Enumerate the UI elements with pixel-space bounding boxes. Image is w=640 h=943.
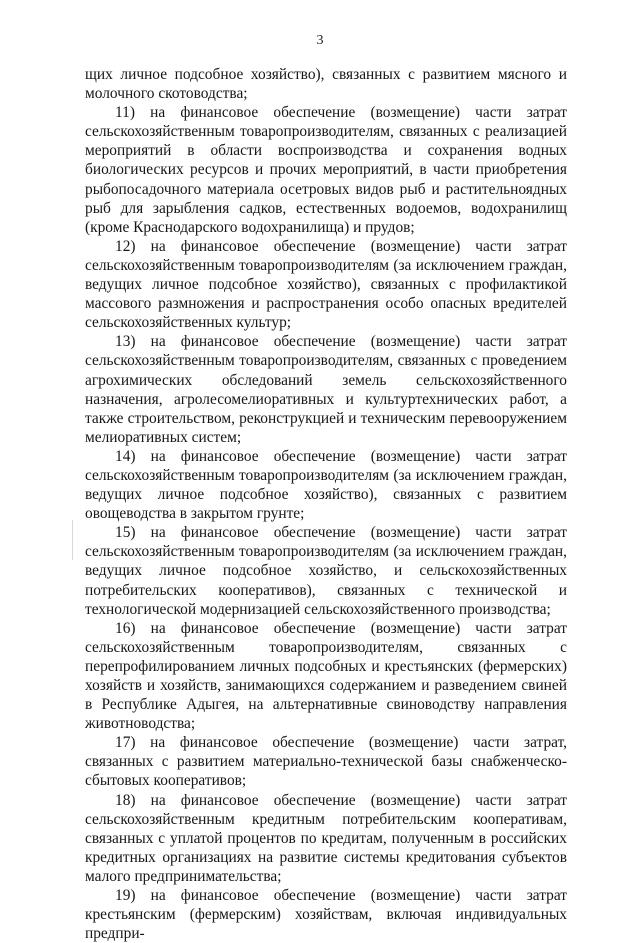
paragraph-item-18: 18) на финансовое обеспечение (возмещение) части затрат сельскохозяйственным кредитным потребительским кооперативам, связанных с уплатой процентов по кредитам, полученным в российских кредитных организациях на развитие системы кредитования субъектов малого предпринимательства;	[85, 791, 567, 885]
paragraph-item-12: 12) на финансовое обеспечение (возмещение) части затрат сельскохозяйственным товаропроизводителям (за исключением граждан, ведущих личное подсобное хозяйство), связанных с профилактикой массового размножения и распространения особо опасных вредителей сельскохозяйственных культур;	[85, 237, 567, 332]
paragraph-item-16: 16) на финансовое обеспечение (возмещение) части затрат сельскохозяйственным товаропроизводителям, связанных с перепрофилированием личных подсобных и крестьянских (фермерских) хозяйств и хозяйств, занимающихся содержанием и разведением свиней в Республике Адыгея, на альтернативные свиноводству направления животноводства;	[85, 619, 567, 733]
paragraph-item-13: 13) на финансовое обеспечение (возмещение) части затрат сельскохозяйственным товаропроизводителям, связанных с проведением агрохимических обследований земель сельскохозяйственного назначения, агролесомелиоративных и культуртехнических работ, а также строительством, реконструкцией и техническим перевооружением мелиоративных систем;	[85, 333, 567, 446]
body-text	[85, 65, 567, 943]
paragraph-item-19: 19) на финансовое обеспечение (возмещение) части затрат крестьянским (фермерским) хозяйствам, включая индивидуальных предпри-	[85, 887, 567, 943]
paragraph-item-15: 15) на финансовое обеспечение (возмещение) части затрат сельскохозяйственным товаропроизводителям (за исключением граждан, ведущих личное подсобное хозяйство, и сельскохозяйственных потребительских кооперативов), связанных с технической и технологической модернизацией сельскохозяйственного производства;	[85, 524, 567, 618]
margin-mark	[72, 520, 73, 560]
paragraph-item-11: 11) на финансовое обеспечение (возмещение) части затрат сельскохозяйственным товаропроизводителям, связанных с реализацией мероприятий в области воспроизводства и сохранения водных биологических ресурсов и прочих мероприятий, в части приобретения рыбопосадочного материала осетровых видов рыб и растительноядных рыб для зарыбления садков, естественных водоемов, водохранилищ (кроме Краснодарского водохранилища) и прудов;	[85, 104, 567, 236]
page-number: 3	[316, 33, 324, 48]
paragraph-continuation: щих личное подсобное хозяйство), связанных с развитием мясного и молочного скотоводства;	[85, 66, 567, 103]
paragraph-item-14: 14) на финансовое обеспечение (возмещение) части затрат сельскохозяйственным товаропроизводителям (за исключением граждан, ведущих личное подсобное хозяйство), связанных с развитием овощеводства в закрытом грунте;	[85, 447, 567, 523]
paragraph-item-17: 17) на финансовое обеспечение (возмещение) части затрат, связанных с развитием материально-технической базы снабженческо-сбытовых кооперативов;	[85, 734, 567, 790]
